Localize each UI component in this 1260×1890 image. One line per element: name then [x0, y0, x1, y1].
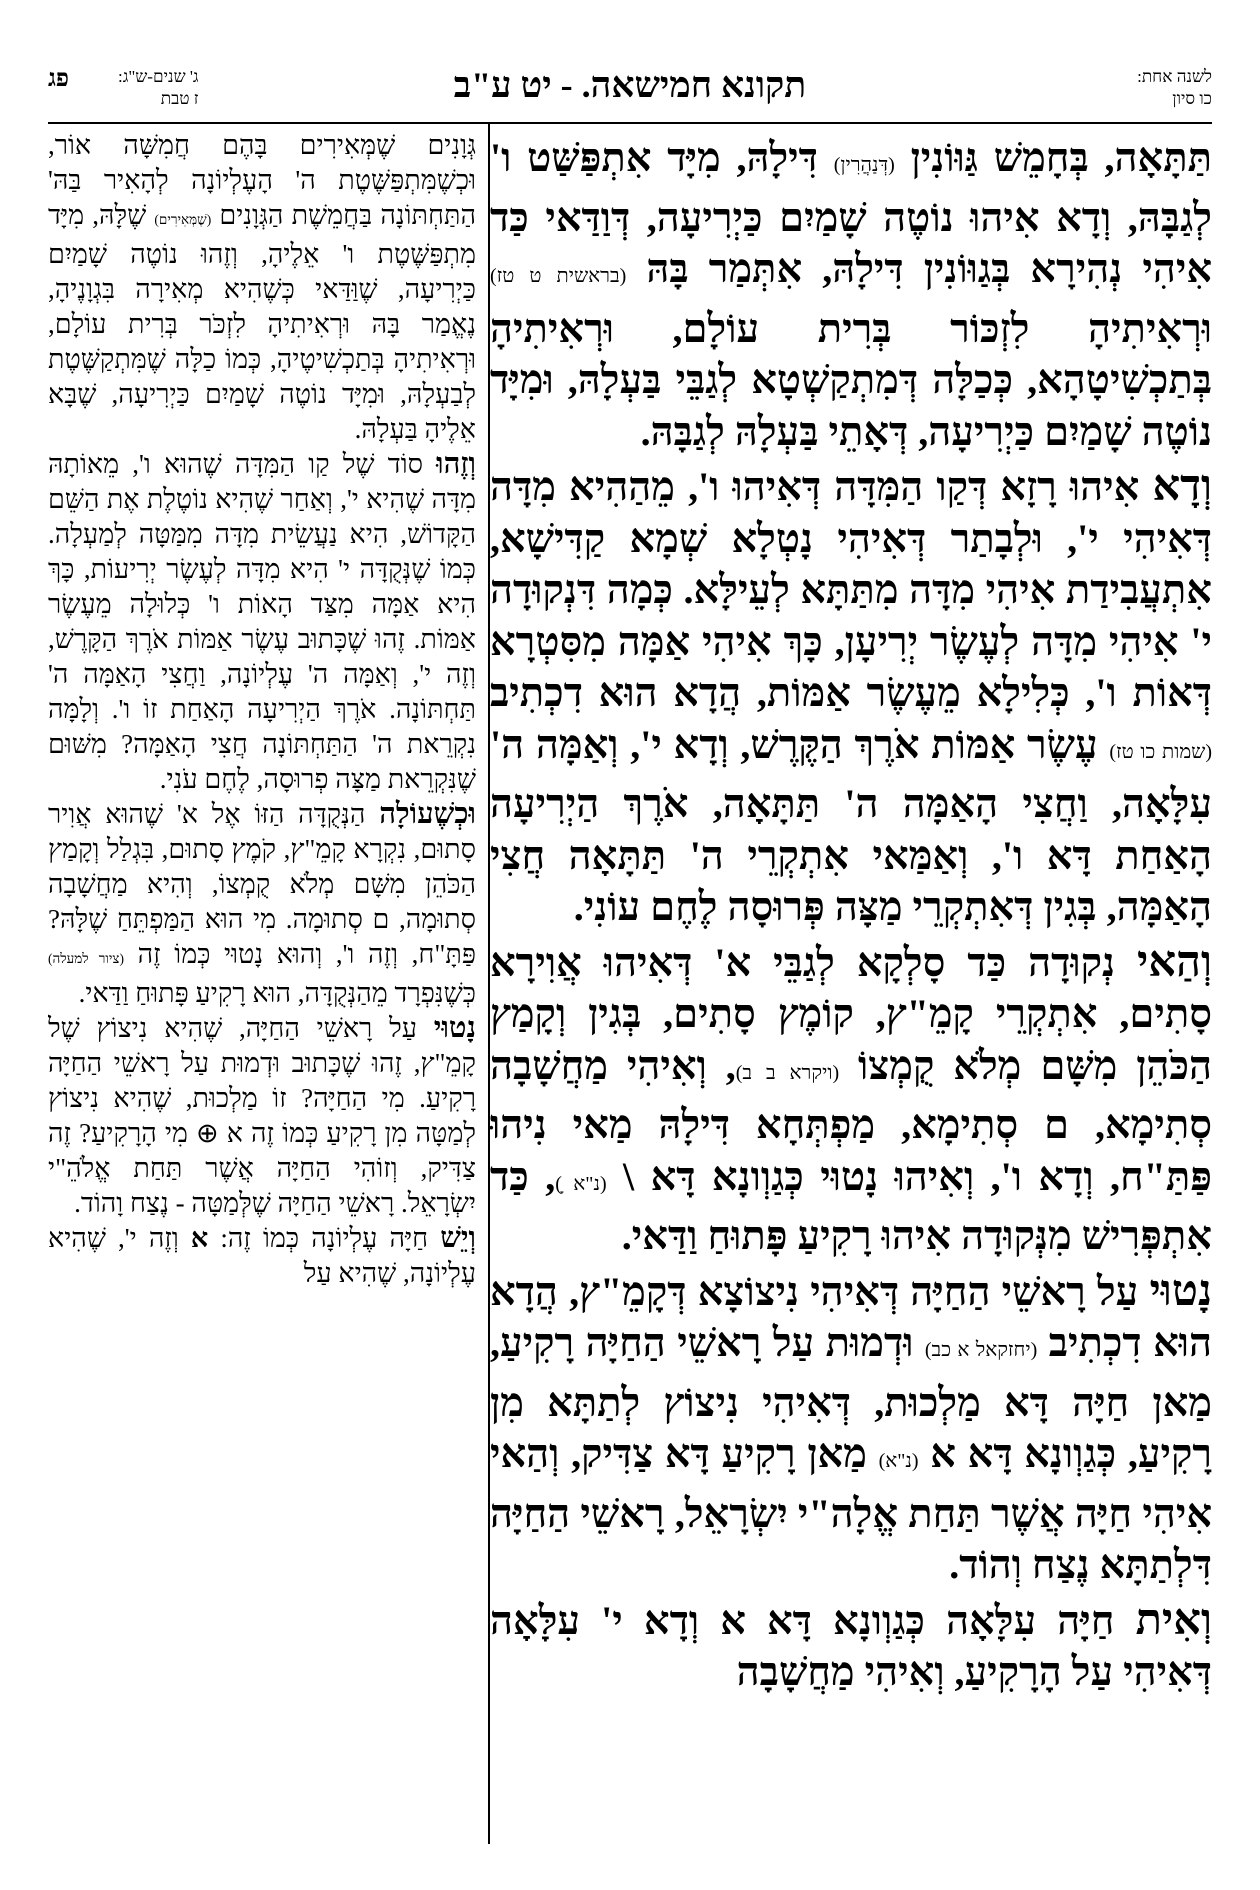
main-paragraph-1: תַּתָּאָה, בְּחָמֵשׁ גַּוּוֹנִין (דְּנַהֲרִין) דִּילָהּ, מִיָּד אִתְפַּשַּׁט ו' לְגַבָּהּ, וְדָא אִיהוּ נוֹטֶה שָׁמַיִם כַּיְרִיעָה, דְּוַדַּאי כַּד אִיהִי נְהִירָא בְּגַוּוֹנִין דִּילָהּ, אִתְּמַר בָּהּ (בראשית ט טז) וּרְאִיתִיהָ לִזְכּוֹר בְּרִית עוֹלָם, וּרְאִיתִיהָ בְּתַכְשִׁיטָהָא, כְּכַלָּה דְּמִתְקַשְׁטָא לְגַבֵּי בַּעְלָהּ, וּמִיָּד נוֹטֶה שָׁמַיִם כַּיְרִיעָה, דְּאָתֵי בַּעְלָהּ לְגַבָּהּ.: [490, 135, 1212, 454]
header-divider: [48, 122, 1212, 124]
paragraph-lead-word: וְהַאי: [1137, 938, 1212, 986]
header-one-year-date: כו סיון: [1172, 89, 1212, 108]
side-paragraph-3: וּכְשֶׁעוֹלָה הַנְּקֻדָּה הַזּוֹ אֶל א' שֶׁהוּא אֲוִיר סָתוּם, נִקְרָא קָמֵ"ץ, קֹמֶץ סָתוּם, בִּגְלַל וְקָמַץ הַכֹּהֵן מִשָּׁם מְלֹא קֻמְצוֹ, וְהִיא מַחֲשָׁבָה סְתוּמָה, ם סְתוּמָה. מִי הוּא הַמַּפְתֵּחַ שֶׁלָּהּ? פַּתָּ"ח, וְזֶה ו', וְהוּא נָטוּי כְּמוֹ זֶה (ציור למעלה) כְּשֶׁנִּפְרָד מֵהַנְּקֻדָּה, הוּא רָקִיעַ פָּתוּחַ וַדַּאי.: [48, 798, 476, 1008]
citation: (יחזקאל א כב): [924, 1339, 1038, 1361]
main-paragraph-5: וְאִית חַיָּה עִלָּאָה כְּגַוְונָא דָּא א וְדָא י' עִלָּאָה דְּאִיהִי עַל הָרָקִיעַ, וְאִיהִי מַחֲשָׁבָה: [490, 1596, 1212, 1694]
aleph-letter-icon: א: [190, 1223, 209, 1253]
main-paragraph-4: נָטוּי עַל רָאשֵׁי הַחַיָּה דְּאִיהִי נִיצוֹצָא דְּקָמֵ"ץ, הֲדָא הוּא דִכְתִיב (יחזקאל א כב) וּדְמוּת עַל רָאשֵׁי הַחַיָּה רָקִיעַ, מַאן חַיָּה דָּא מַלְכוּת, דְּאִיהִי נִיצוֹץ לְתַתָּא מִן רָקִיעַ, כְּגַוְונָא דָּא א (נ"א) מַאן רָקִיעַ דָּא צַדִּיק, וְהַאי אִיהִי חַיָּה אֲשֶׁר תַּחַת אֱלָה"י יִשְׂרָאֵל, רָאשֵׁי הַחַיָּה דִּלְתַתָּא נֶצַח וְהוֹד.: [490, 1267, 1212, 1587]
page-number: פג: [48, 66, 69, 92]
paragraph-lead-word: וְזֶהוּ: [436, 448, 476, 480]
paragraph-lead-word: נָטוּי: [1149, 1267, 1212, 1315]
citation: (נ"א): [878, 1450, 919, 1472]
main-paragraph-2: וְדָא אִיהוּ רָזָא דְּקַו הַמִּדָּה דְּאִיהוּ ו', מֵהַהִיא מִדָּה דְּאִיהִי י', וּלְבָתַר דְּאִיהִי נָטְלָא שְׁמָא קַדִּישָׁא, אִתְעֲבִידַת אִיהִי מִדָּה מִתַּתָּא לְעֵילָּא. כְּמָה דִּנְקוּדָה י' אִיהִי מִדָּה לְעֶשֶׂר יְרִיעָן, כָּךְ אִיהִי אַמָּה מִסִּטְרָא דְּאוֹת ו', כְּלִילָא מֵעֶשֶׂר אַמּוֹת, הֲדָא הוּא דִכְתִיב (שמות כו טז) עֶשֶׂר אַמּוֹת אֹרֶךְ הַקֶּרֶשׁ, וְדָא י', וְאַמָּה ה' עִלָּאָה, וַחֲצִי הָאַמָּה ה' תַּתָּאָה, אֹרֶךְ הַיְרִיעָה הָאַחַת דָּא ו', וְאַמַּאי אִתְקְרֵי ה' תַּתָּאָה חֲצִי הָאַמָּה, בְּגִין דְּאִתְקְרֵי מַצָּה פְּרוּסָה לֶחֶם עוֹנִי.: [490, 463, 1212, 929]
side-paragraph-2: וְזֶהוּ סוֹד שֶׁל קַו הַמִּדָּה שֶׁהוּא ו', מֵאוֹתָהּ מִדָּה שֶׁהִיא י', וְאַחַר שֶׁהִיא נוֹטֶלֶת אֶת הַשֵּׁם הַקָּדוֹשׁ, הִיא נַעֲשֵׂית מִדָּה מִמַּטָּה לְמַעְלָה. כְּמוֹ שֶׁנְּקֻדָּה י' הִיא מִדָּה לְעֶשֶׂר יְרִיעוֹת, כָּךְ הִיא אַמָּה מִצַּד הָאוֹת ו' כְּלוּלָה מֵעֶשֶׂר אַמּוֹת. זֶהוּ שֶׁכָּתוּב עֶשֶׂר אַמּוֹת אֹרֶךְ הַקָּרֶשׁ, וְזֶה י', וְאַמָּה ה' עֶלְיוֹנָה, וַחֲצִי הָאַמָּה ה' תַּחְתּוֹנָה. אֹרֶךְ הַיְרִיעָה הָאַחַת זוֹ ו'. וְלָמָּה נִקְרֵאת ה' הַתַּחְתּוֹנָה חֲצִי הָאַמָּה? מִשּׁוּם שֶׁנִּקְרֵאת מַצָּה פְרוּסָה, לֶחֶם עֹנִי.: [48, 448, 476, 794]
paragraph-lead-word: וְדָא: [1152, 463, 1212, 510]
citation: (שֶׁמְּאִירִים): [154, 212, 212, 227]
paragraph-lead-word: וּכְשֶׁעוֹלָה: [379, 798, 476, 830]
paragraph-lead-word: נָטוּי: [433, 1012, 476, 1044]
side-paragraph-1: גְּוָנִים שֶׁמְּאִירִים בָּהֶם חֲמִשָּׁה אוֹר, וּכְשֶׁמִּתְפַּשֶּׁטֶת ה' הָעֶלְיוֹנָה לְהָאִיר בַּהּ' הַתַּחְתּוֹנָה בַּחֲמֵשֶׁת הַגְּוָנִים (שֶׁמְּאִירִים) שֶׁלָּהּ, מִיָּד מִתְפַּשֶּׁטֶת ו' אֵלֶיהָ, וְזֶהוּ נוֹטֶה שָׁמַיִם כַּיְרִיעָה, שֶׁוַּדַּאי כְּשֶׁהִיא מְאִירָה בִּגְוָנֶיהָ, נֶאֱמַר בָּהּ וּרְאִיתִיהָ לִזְכֹּר בְּרִית עוֹלָם, וּרְאִיתִיהָ בְּתַכְשִׁיטֶיהָ, כְּמוֹ כַלָּה שֶׁמִּתְקַשֶּׁטֶת לְבַעְלָהּ, וּמִיָּד נוֹטֶה שָׁמַיִם כַּיְרִיעָה, שֶׁבָּא אֵלֶיהָ בַּעְלָהּ.: [48, 130, 476, 444]
header-three-years-date: ז טבת: [160, 89, 199, 108]
translation-column: [48, 128, 476, 1848]
page-title: תקונא חמישאה. - יט ע"ב: [453, 65, 807, 105]
citation: (דְּנַהֲרִין): [833, 154, 895, 176]
page-header: [48, 60, 1212, 122]
paragraph-lead-word: וְיֵשׁ: [440, 1222, 476, 1254]
header-schedule-three-years: [118, 66, 199, 110]
header-three-years-label: ג' שנים-ש"ג:: [118, 67, 199, 86]
citation: (בראשית ט טז): [490, 265, 627, 287]
diagram-symbol-icon: ⊕: [196, 1118, 219, 1148]
side-paragraph-5: וְיֵשׁ חַיָּה עֶלְיוֹנָה כְּמוֹ זֶה: א וְזֶה י', שֶׁהִיא עֶלְיוֹנָה, שֶׁהִיא עַל: [48, 1222, 476, 1288]
citation: (נ"א ָ): [555, 1172, 607, 1195]
aleph-letter-icon: א: [720, 1597, 746, 1643]
citation: (ויקרא ב ב): [735, 1061, 840, 1084]
main-text-column: [490, 132, 1212, 1852]
side-paragraph-4: נָטוּי עַל רָאשֵׁי הַחַיָּה, שֶׁהִיא נִיצוֹץ שֶׁל קָמֵ"ץ, זֶהוּ שֶׁכָּתוּב וּדְמוּת עַל רָאשֵׁי הַחַיָּה רָקִיעַ. מִי הַחַיָּה? זוֹ מַלְכוּת, שֶׁהִיא נִיצוֹץ לְמַטָּה מִן רָקִיעַ כְּמוֹ זֶה א ⊕ מִי הָרָקִיעַ? זֶה צַדִּיק, וְזוֹהִי הַחַיָּה אֲשֶׁר תַּחַת אֱלֹהֵ"י יִשְׂרָאֵל. רָאשֵׁי הַחַיָּה שֶׁלְּמַטָּה - נֶצַח וָהוֹד.: [48, 1012, 476, 1218]
citation: (ציור למעלה): [48, 951, 124, 966]
header-one-year-label: לשנה אחת:: [1137, 67, 1212, 86]
main-paragraph-3: וְהַאי נְקוּדָה כַּד סָלְקָא לְגַבֵּי א' דְּאִיהוּ אֲוִירָא סָתִים, אִתְקְרֵי קָמֵ"ץ, קוֹמֶץ סָתִים, בְּגִין וְקָמַץ הַכֹּהֵן מִשָּׁם מְלֹא קֻמְצוֹ (ויקרא ב ב), וְאִיהִי מַחֲשָׁבָה סְתִימָא, ם סְתִימָא, מַפְתְּחָא דִּילָהּ מַאי נִיהוּ פַּתַּ"ח, וְדָא ו', וְאִיהוּ נָטוּי כְּגַוְונָא דָּא \ (נ"א ָ), כַּד אִתְפְּרִישׁ מִנְּקוּדָה אִיהוּ רָקִיעַ פָּתוּחַ וַדַּאי.: [490, 938, 1212, 1258]
citation: (שמות כו טז): [1109, 740, 1212, 763]
paragraph-lead-word: וְאִית: [1135, 1596, 1212, 1644]
